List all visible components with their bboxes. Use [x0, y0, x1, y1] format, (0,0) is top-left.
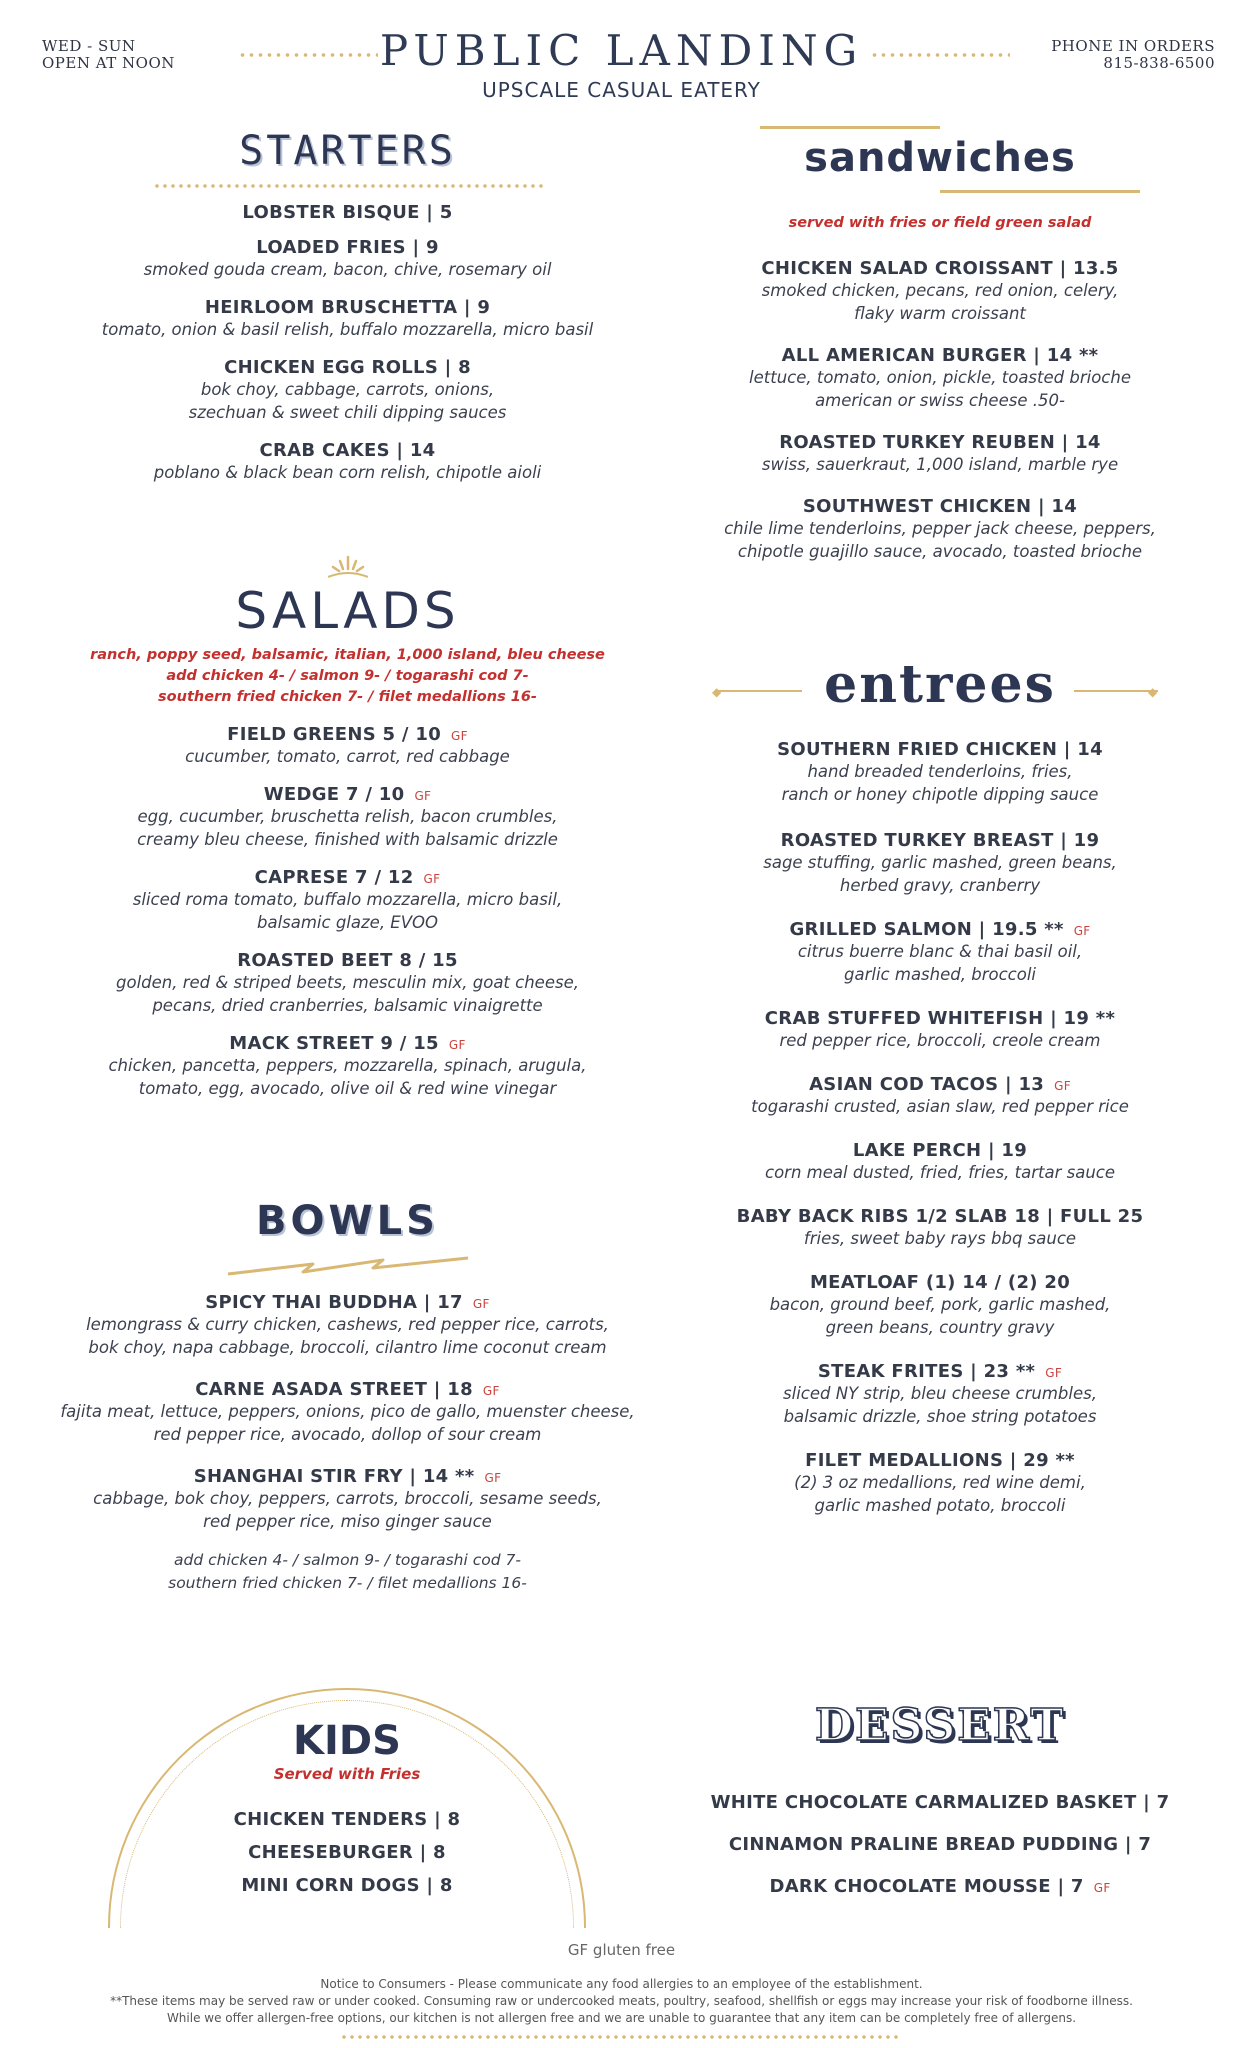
gf-badge: GF — [1073, 924, 1091, 938]
item-description: red pepper rice, broccoli, creole cream — [779, 1031, 1101, 1050]
menu-item — [40, 950, 655, 1017]
bowl-addons: add chicken 4- / salmon 9- / togarashi cod 7- — [174, 1551, 521, 1569]
item-name: CRAB STUFFED WHITEFISH | 19 ** — [764, 1008, 1116, 1029]
item-description: golden, red & striped beets, mesculin mix, goat cheese, — [116, 973, 579, 992]
menu-item — [640, 1140, 1240, 1184]
item-name: MEATLOAF (1) 14 / (2) 20 — [809, 1272, 1071, 1293]
gf-badge: GF — [484, 1471, 502, 1485]
item-description: balsamic glaze, EVOO — [256, 913, 438, 932]
item-name: LOADED FRIES | 9 — [256, 237, 439, 258]
menu-item — [40, 202, 655, 223]
gf-badge: GF — [448, 1038, 466, 1052]
menu-item — [40, 297, 655, 341]
kids-item: CHEESEBURGER | 8 — [248, 1842, 446, 1863]
item-name: ROASTED TURKEY BREAST | 19 — [780, 830, 1100, 851]
sandwiches-section — [640, 132, 1240, 563]
gold-rule-top — [760, 126, 940, 129]
raw-food-warning: **These items may be served raw or under cooked. Consuming raw or undercooked meats, poultry, seafood, shellfish or eggs may increase your risk of foodborne illness. — [110, 1994, 1133, 2008]
gf-badge: GF — [1054, 1079, 1071, 1093]
item-description: fajita meat, lettuce, peppers, onions, pico de gallo, muenster cheese, — [60, 1402, 635, 1421]
diamond-ornament: ◆ — [712, 685, 722, 699]
item-description: swiss, sauerkraut, 1,000 island, marble rye — [761, 455, 1119, 474]
salad-addons: add chicken 4- / salmon 9- / togarashi cod 7- — [166, 668, 529, 684]
item-name: DARK CHOCOLATE MOUSSE | 7 — [769, 1876, 1084, 1897]
menu-item — [40, 357, 655, 424]
kids-note: Served with Fries — [273, 1765, 421, 1783]
item-description: fries, sweet baby rays bbq sauce — [803, 1229, 1077, 1248]
menu-item — [640, 258, 1240, 325]
dessert-item: WHITE CHOCOLATE CARMALIZED BASKET | 7 — [710, 1792, 1170, 1813]
phone-label: PHONE IN ORDERS — [1051, 37, 1215, 55]
item-name: MACK STREET 9 / 15 — [229, 1033, 439, 1054]
item-description: garlic mashed potato, broccoli — [814, 1496, 1066, 1515]
item-name: ROASTED TURKEY REUBEN | 14 — [779, 432, 1101, 453]
item-name: SOUTHWEST CHICKEN | 14 — [802, 496, 1078, 517]
menu-item — [640, 1450, 1240, 1517]
item-name: SOUTHERN FRIED CHICKEN | 14 — [777, 739, 1103, 760]
item-description: citrus buerre blanc & thai basil oil, — [797, 942, 1083, 961]
section-title-bowls: BOWLS — [256, 1198, 439, 1244]
sunburst-icon — [328, 553, 368, 579]
section-title-dessert: DESSERT — [814, 1700, 1066, 1751]
item-description: bok choy, cabbage, carrots, onions, — [200, 380, 495, 399]
entrees-section — [640, 655, 1240, 1517]
restaurant-tagline: UPSCALE CASUAL EATERY — [482, 78, 761, 102]
item-description: egg, cucumber, bruschetta relish, bacon crumbles, — [137, 807, 558, 826]
dressing-options: ranch, poppy seed, balsamic, italian, 1,000 island, bleu cheese — [90, 647, 605, 663]
section-title-entrees: entrees — [824, 654, 1056, 715]
restaurant-name: PUBLIC LANDING — [379, 26, 864, 75]
item-name: ALL AMERICAN BURGER | 14 ** — [781, 345, 1099, 366]
item-name: SHANGHAI STIR FRY | 14 ** — [193, 1466, 475, 1487]
item-description: sage stuffing, garlic mashed, green beans, — [763, 853, 1117, 872]
item-name: BABY BACK RIBS 1/2 SLAB 18 | FULL 25 — [736, 1206, 1144, 1227]
menu-item — [640, 1206, 1240, 1250]
item-description: bok choy, napa cabbage, broccoli, cilantro lime coconut cream — [88, 1338, 607, 1357]
item-description: american or swiss cheese .50- — [815, 391, 1065, 410]
item-name: ASIAN COD TACOS | 13 — [809, 1074, 1045, 1095]
item-description: pecans, dried cranberries, balsamic vinaigrette — [152, 996, 543, 1015]
footer-dot-divider — [340, 2034, 900, 2040]
salad-addons: southern fried chicken 7- / filet medallions 16- — [158, 689, 537, 705]
bowl-addons: southern fried chicken 7- / filet medallions 16- — [168, 1574, 527, 1592]
dessert-item — [640, 1866, 1240, 1909]
item-description: green beans, country gravy — [825, 1318, 1055, 1337]
dessert-section — [640, 1700, 1240, 1909]
gf-badge: GF — [423, 872, 441, 886]
section-title-salads: SALADS — [235, 582, 460, 640]
item-name: WEDGE 7 / 10 — [263, 784, 405, 805]
diamond-ornament: ◆ — [1148, 685, 1158, 699]
item-name: STEAK FRITES | 23 ** — [817, 1361, 1036, 1382]
gold-rule-bottom — [940, 190, 1140, 193]
gf-badge: GF — [1045, 1366, 1063, 1380]
item-description: szechuan & sweet chili dipping sauces — [188, 403, 507, 422]
item-description: chicken, pancetta, peppers, mozzarella, spinach, arugula, — [108, 1056, 587, 1075]
item-name: GRILLED SALMON | 19.5 ** — [789, 919, 1064, 940]
menu-item — [40, 867, 655, 934]
menu-item — [40, 1466, 655, 1533]
item-name: CHICKEN EGG ROLLS | 8 — [224, 357, 471, 378]
item-description: poblano & black bean corn relish, chipotle aioli — [153, 463, 542, 482]
menu-item — [40, 784, 655, 851]
hours-open: OPEN AT NOON — [42, 54, 175, 72]
item-description: chile lime tenderloins, pepper jack cheese, peppers, — [724, 519, 1156, 538]
item-name: CARNE ASADA STREET | 18 — [195, 1379, 473, 1400]
phone-orders — [1051, 38, 1215, 72]
item-name: LOBSTER BISQUE | 5 — [242, 202, 453, 223]
menu-item — [640, 830, 1240, 897]
item-description: sliced roma tomato, buffalo mozzarella, micro basil, — [132, 890, 563, 909]
item-description: tomato, egg, avocado, olive oil & red wine vinegar — [138, 1079, 557, 1098]
item-name: HEIRLOOM BRUSCHETTA | 9 — [204, 297, 491, 318]
item-description: hand breaded tenderloins, fries, — [807, 762, 1073, 781]
menu-item — [640, 345, 1240, 412]
item-description: balsamic drizzle, shoe string potatoes — [783, 1407, 1097, 1426]
zigzag-divider — [223, 1250, 473, 1280]
item-description: herbed gravy, cranberry — [839, 876, 1041, 895]
allergen-disclaimer: While we offer allergen-free options, our kitchen is not allergen free and we are unable to guarantee that any item can be completely free of allergens. — [166, 2011, 1077, 2025]
menu-item — [640, 1074, 1240, 1118]
item-description: creamy bleu cheese, finished with balsamic drizzle — [137, 830, 558, 849]
bowls-section — [40, 1198, 655, 1595]
item-description: lemongrass & curry chicken, cashews, red pepper rice, carrots, — [86, 1315, 609, 1334]
section-title-kids: KIDS — [293, 1718, 401, 1764]
item-description: red pepper rice, avocado, dollop of sour cream — [153, 1425, 542, 1444]
hours-days: WED - SUN — [42, 37, 136, 55]
menu-item — [640, 739, 1240, 806]
dessert-item: CINNAMON PRALINE BREAD PUDDING | 7 — [728, 1834, 1152, 1855]
item-name: LAKE PERCH | 19 — [852, 1140, 1028, 1161]
item-description: bacon, ground beef, pork, garlic mashed, — [769, 1295, 1111, 1314]
item-name: SPICY THAI BUDDHA | 17 — [205, 1292, 463, 1313]
gf-legend: GF gluten free — [567, 1941, 676, 1959]
menu-item — [40, 1292, 655, 1359]
starters-section — [40, 128, 655, 484]
gf-badge: GF — [482, 1384, 500, 1398]
menu-item — [40, 237, 655, 281]
item-description: smoked gouda cream, bacon, chive, rosemary oil — [143, 260, 552, 279]
item-description: smoked chicken, pecans, red onion, celery, — [761, 281, 1119, 300]
item-name: CHICKEN SALAD CROISSANT | 13.5 — [761, 258, 1119, 279]
menu-item — [640, 1008, 1240, 1052]
item-description: chipotle guajillo sauce, avocado, toasted brioche — [737, 542, 1143, 561]
kids-item: CHICKEN TENDERS | 8 — [233, 1809, 461, 1830]
item-name: CAPRESE 7 / 12 — [254, 867, 414, 888]
item-description: flaky warm croissant — [854, 304, 1026, 323]
item-description: cabbage, bok choy, peppers, carrots, broccoli, sesame seeds, — [93, 1489, 602, 1508]
menu-item — [640, 496, 1240, 563]
section-title-starters: STARTERS — [239, 128, 456, 174]
item-description: garlic mashed, broccoli — [844, 965, 1036, 984]
sandwich-note: served with fries or field green salad — [788, 215, 1092, 231]
item-description: red pepper rice, miso ginger sauce — [203, 1512, 492, 1531]
menu-item — [640, 919, 1240, 986]
item-description: tomato, onion & basil relish, buffalo mozzarella, micro basil — [101, 320, 594, 339]
menu-item — [640, 1361, 1240, 1428]
item-description: ranch or honey chipotle dipping sauce — [781, 785, 1099, 804]
gf-badge: GF — [414, 789, 432, 803]
item-description: lettuce, tomato, onion, pickle, toasted brioche — [749, 368, 1131, 387]
consumer-notice: Notice to Consumers - Please communicate any food allergies to an employee of the establishment. — [320, 1977, 923, 1991]
menu-item — [40, 440, 655, 484]
menu-item — [40, 1379, 655, 1446]
phone-number: 815-838-6500 — [1103, 54, 1215, 72]
item-description: sliced NY strip, bleu cheese crumbles, — [783, 1384, 1097, 1403]
item-name: CRAB CAKES | 14 — [259, 440, 436, 461]
item-name: FIELD GREENS 5 / 10 — [227, 724, 442, 745]
section-title-sandwiches: sandwiches — [804, 135, 1076, 181]
gf-badge: GF — [1093, 1881, 1111, 1895]
menu-item — [640, 1272, 1240, 1339]
gf-badge: GF — [451, 729, 468, 743]
gf-badge: GF — [472, 1297, 490, 1311]
item-name: FILET MEDALLIONS | 29 ** — [805, 1450, 1075, 1471]
dotted-divider — [153, 184, 543, 188]
menu-item — [640, 432, 1240, 476]
salads-section — [40, 553, 655, 1100]
item-name: ROASTED BEET 8 / 15 — [237, 950, 458, 971]
item-description: cucumber, tomato, carrot, red cabbage — [185, 747, 510, 766]
item-description: togarashi crusted, asian slaw, red pepper rice — [751, 1097, 1129, 1116]
menu-item — [40, 724, 655, 768]
item-description: (2) 3 oz medallions, red wine demi, — [794, 1473, 1086, 1492]
item-description: corn meal dusted, fried, fries, tartar sauce — [765, 1163, 1115, 1182]
kids-item: MINI CORN DOGS | 8 — [241, 1875, 453, 1896]
menu-item — [40, 1033, 655, 1100]
gold-dot-divider-right — [870, 52, 1010, 58]
kids-section — [108, 1718, 586, 1902]
